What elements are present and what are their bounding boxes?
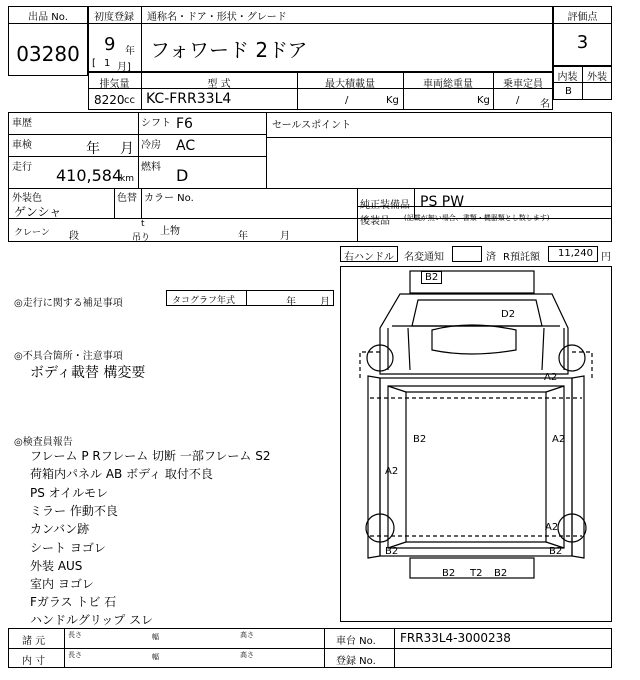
inspector-line: シート ヨゴレ: [30, 541, 106, 555]
max-load-sep: /: [345, 95, 349, 106]
length-label-2: 長さ: [68, 651, 82, 659]
fuel-label: 燃料: [141, 162, 161, 173]
damage-mark: B2: [494, 568, 508, 579]
first-reg-month: 1: [104, 58, 111, 69]
crane-month-unit: 月: [280, 231, 290, 242]
yen: 円: [601, 252, 611, 263]
shift: F6: [176, 116, 193, 132]
defects-text: ボディ載替 構変要: [30, 365, 146, 381]
driving-notes-label: ◎走行に関する補足事項: [14, 298, 123, 309]
inspector-line: カンバン跡: [30, 522, 90, 536]
lot-no: 03280: [16, 42, 80, 66]
chassis-no-label: 車台 No.: [336, 636, 376, 647]
first-reg-month-unit: 月]: [117, 62, 131, 73]
recycle-amount: 11,240: [558, 248, 593, 259]
rhd: 右ハンドル: [344, 252, 394, 263]
gross-weight-unit: Kg: [477, 95, 490, 106]
inspector-line: 外装 AUS: [30, 559, 83, 573]
fuel: D: [176, 166, 189, 185]
damage-mark: A2: [544, 372, 558, 383]
interior-dims-label: 内 寸: [22, 656, 46, 667]
gross-weight-label: 車両総重量: [423, 79, 473, 90]
inspector-label: ◎検査員報告: [14, 437, 73, 448]
name-label: 通称名・ドア・形状・グレード: [147, 12, 287, 23]
specs-label: 諸 元: [22, 636, 46, 647]
first-reg-year: 9: [104, 34, 116, 55]
inspector-line: Fガラス トビ 石: [30, 595, 117, 609]
capacity-label: 乗車定員: [503, 79, 543, 90]
model-label: 型 式: [207, 79, 231, 90]
equipment: PS PW: [420, 194, 465, 210]
damage-mark: D2: [501, 309, 516, 320]
inspector-line: 荷箱内パネル AB ボディ 取付不良: [30, 467, 213, 481]
equipment-label: 純正装備品: [360, 200, 410, 211]
damage-mark: B2: [421, 271, 442, 284]
car-name: フォワード 2ドア: [150, 38, 308, 62]
damage-mark: T2: [470, 568, 483, 579]
width-label: 幅: [152, 633, 159, 641]
tachograph-label: タコグラフ年式: [172, 296, 236, 306]
inspection-month-unit: 月: [120, 141, 134, 157]
crane-year-unit: 年: [238, 231, 248, 242]
displacement: 8220: [94, 93, 125, 107]
aftermarket-note: (記載が無い場合、書類・機器類とし数します): [404, 214, 550, 222]
tacho-month-unit: 月: [320, 297, 330, 308]
mileage: 410,584: [56, 166, 123, 185]
damage-mark: A2: [385, 466, 399, 477]
damage-mark: B2: [442, 568, 456, 579]
height-label: 高さ: [240, 631, 254, 639]
inspection-year-unit: 年: [86, 141, 100, 157]
inspector-line: ミラー 作動不良: [30, 504, 118, 518]
damage-mark: B2: [385, 546, 399, 557]
crane-hanging: 吊り: [132, 233, 151, 243]
first-reg-month-open: [: [92, 58, 96, 69]
damage-mark: A2: [545, 522, 559, 533]
damage-mark: B2: [413, 434, 427, 445]
displacement-label: 排気量: [99, 79, 130, 90]
damage-mark: B2: [549, 546, 563, 557]
shift-label: シフト: [141, 118, 171, 129]
grade: 3: [576, 32, 589, 53]
reg-no-label: 登録 No.: [336, 656, 376, 667]
chassis-no: FRR33L4-3000238: [400, 631, 511, 645]
crane-label: クレーン: [14, 228, 50, 238]
lot-no-label: 出品 No.: [28, 12, 68, 23]
aftermarket-label: 後装品: [360, 216, 390, 227]
crane-mount-label: 上物: [160, 226, 180, 237]
history-label: 車歴: [12, 118, 32, 129]
first-reg-label: 初度登録: [94, 12, 134, 23]
done-label: 済: [486, 252, 496, 263]
exterior-label: 外装: [587, 72, 607, 83]
ac-label: 冷房: [141, 140, 161, 151]
ext-color: ゲンシャ: [14, 205, 62, 219]
defects-label: ◎不具合箇所・注意事項: [14, 351, 123, 362]
mileage-label: 走行: [12, 162, 32, 173]
inspector-line: 室内 ヨゴレ: [30, 577, 94, 591]
inspector-line: PS オイルモレ: [30, 486, 109, 500]
name-change-box: [452, 246, 482, 262]
tacho-year-unit: 年: [286, 297, 296, 308]
color-no-label: カラー No.: [144, 193, 194, 204]
displacement-unit: cc: [124, 95, 135, 106]
crane-t: t: [141, 219, 145, 229]
inspection-label: 車検: [12, 140, 32, 151]
sales-point-label: セールスポイント: [272, 120, 352, 131]
length-label: 長さ: [68, 631, 82, 639]
width-label-2: 幅: [152, 653, 159, 661]
capacity-sep: /: [516, 95, 520, 106]
damage-mark: A2: [552, 434, 566, 445]
capacity-unit: 名: [540, 99, 550, 110]
crane-stage: 段: [69, 231, 79, 242]
color-change-label: 色替: [117, 193, 137, 204]
inspector-line: フレーム P Rフレーム 切断 一部フレーム S2: [30, 449, 271, 463]
max-load-unit: Kg: [386, 95, 399, 106]
max-load-label: 最大積載量: [325, 79, 375, 90]
mileage-unit: km: [120, 174, 134, 184]
interior-label: 内装: [557, 72, 578, 83]
model: KC-FRR33L4: [146, 91, 232, 107]
first-reg-year-unit: 年: [125, 46, 135, 57]
inspector-line: ハンドルグリップ スレ: [30, 613, 154, 627]
recycle-label: R預託額: [503, 252, 540, 263]
name-change-label: 名変通知: [404, 252, 444, 263]
interior-grade: B: [565, 86, 572, 97]
ext-color-label: 外装色: [12, 193, 42, 204]
ac: AC: [176, 138, 196, 154]
height-label-2: 高さ: [240, 651, 254, 659]
grade-label: 評価点: [567, 12, 598, 23]
